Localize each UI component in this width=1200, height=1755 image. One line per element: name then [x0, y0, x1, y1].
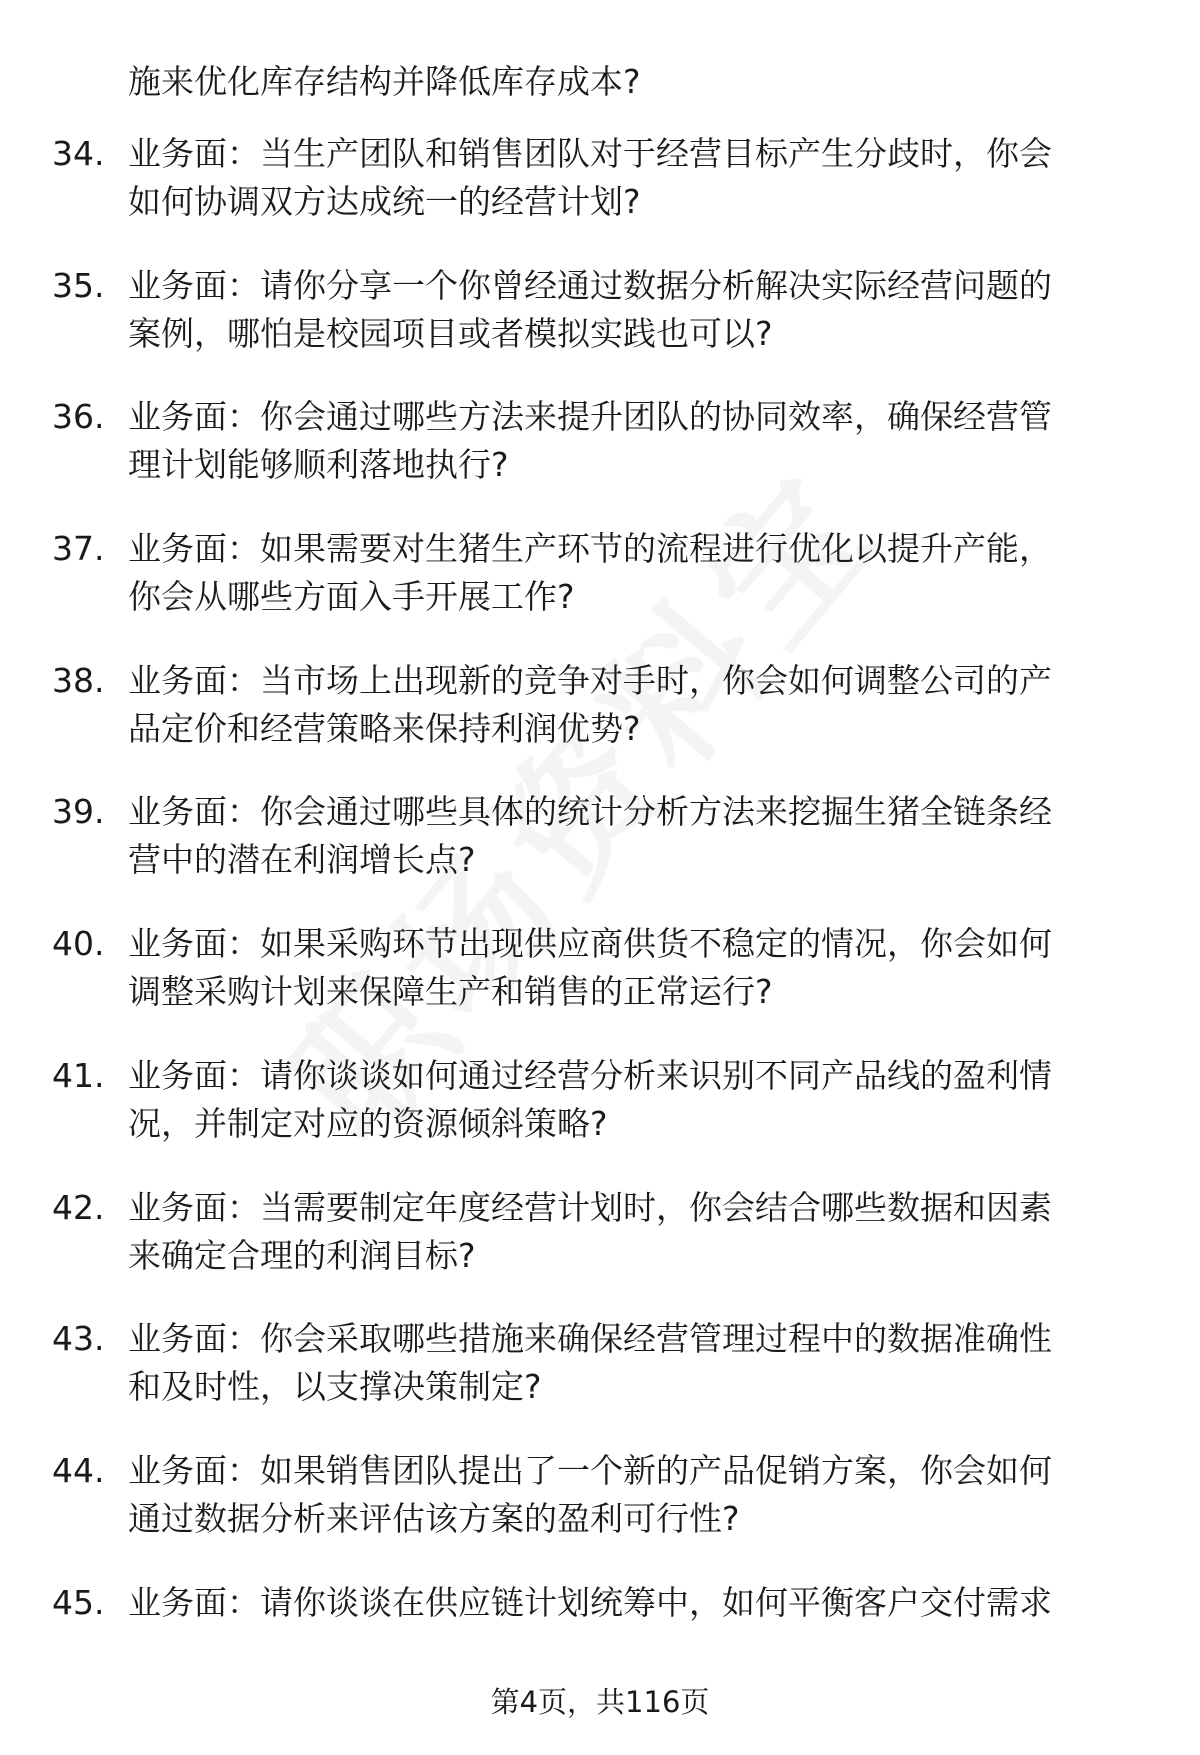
question-number: 35.	[52, 265, 105, 305]
question-item	[0, 920, 1200, 1052]
question-item	[0, 657, 1200, 789]
question-item	[0, 130, 1200, 262]
question-number: 37.	[52, 529, 105, 569]
question-number: 39.	[52, 792, 105, 832]
question-text-line1: 业务面：你会通过哪些具体的统计分析方法来挖掘生猪全链条经	[128, 792, 1052, 832]
question-text-line2: 品定价和经营策略来保持利润优势?	[128, 708, 641, 748]
question-number: 34.	[52, 134, 105, 173]
question-item	[0, 393, 1200, 525]
question-item	[0, 262, 1200, 394]
question-number: 43.	[52, 1319, 105, 1359]
question-text-line2: 调整采购计划来保障生产和销售的正常运行?	[128, 972, 773, 1012]
question-text-line1: 业务面：你会采取哪些措施来确保经营管理过程中的数据准确性	[128, 1319, 1052, 1359]
question-text-line1: 业务面：如果销售团队提出了一个新的产品促销方案，你会如何	[128, 1450, 1052, 1490]
question-text-line1: 业务面：如果采购环节出现供应商供货不稳定的情况，你会如何	[128, 924, 1052, 964]
question-text-line2: 理计划能够顺利落地执行?	[128, 445, 509, 485]
page-footer: 第4页，共116页	[490, 1685, 710, 1719]
question-text-line1: 业务面：当生产团队和销售团队对于经营目标产生分歧时，你会	[128, 134, 1052, 173]
question-text-line2: 况，并制定对应的资源倾斜策略?	[128, 1103, 608, 1143]
question-text-line2: 案例，哪怕是校园项目或者模拟实践也可以?	[128, 313, 773, 353]
question-text-line1: 业务面：当需要制定年度经营计划时，你会结合哪些数据和因素	[128, 1187, 1052, 1227]
question-number: 45.	[52, 1582, 105, 1622]
question-number: 41.	[52, 1055, 105, 1095]
question-text-line1: 业务面：请你分享一个你曾经通过数据分析解决实际经营问题的	[128, 265, 1052, 305]
question-text-line2: 如何协调双方达成统一的经营计划?	[128, 182, 641, 221]
question-number: 42.	[52, 1187, 105, 1227]
question-number: 44.	[52, 1450, 105, 1490]
question-number: 38.	[52, 660, 105, 700]
question-text-line1: 业务面：请你谈谈在供应链计划统筹中，如何平衡客户交付需求	[128, 1582, 1052, 1622]
continuation-text: 施来优化库存结构并降低库存成本?	[128, 62, 641, 101]
question-number: 36.	[52, 397, 105, 437]
question-item	[0, 525, 1200, 657]
question-number: 40.	[52, 924, 105, 964]
question-item	[0, 1447, 1200, 1579]
question-text-line2: 和及时性，以支撑决策制定?	[128, 1367, 542, 1407]
question-text-line1: 业务面：你会通过哪些方法来提升团队的协同效率，确保经营管	[128, 397, 1052, 437]
question-item	[0, 1184, 1200, 1316]
question-text-line2: 你会从哪些方面入手开展工作?	[128, 577, 575, 617]
question-list	[0, 130, 1200, 1710]
question-text-line2: 通过数据分析来评估该方案的盈利可行性?	[128, 1498, 740, 1538]
question-text-line2: 营中的潜在利润增长点?	[128, 840, 476, 880]
question-item	[0, 1315, 1200, 1447]
question-text-line1: 业务面：请你谈谈如何通过经营分析来识别不同产品线的盈利情	[128, 1055, 1052, 1095]
question-text-line1: 业务面：如果需要对生猪生产环节的流程进行优化以提升产能，	[128, 529, 1052, 569]
question-text-line1: 业务面：当市场上出现新的竞争对手时，你会如何调整公司的产	[128, 660, 1052, 700]
question-item	[0, 788, 1200, 920]
question-item	[0, 1052, 1200, 1184]
question-text-line2: 来确定合理的利润目标?	[128, 1235, 476, 1275]
